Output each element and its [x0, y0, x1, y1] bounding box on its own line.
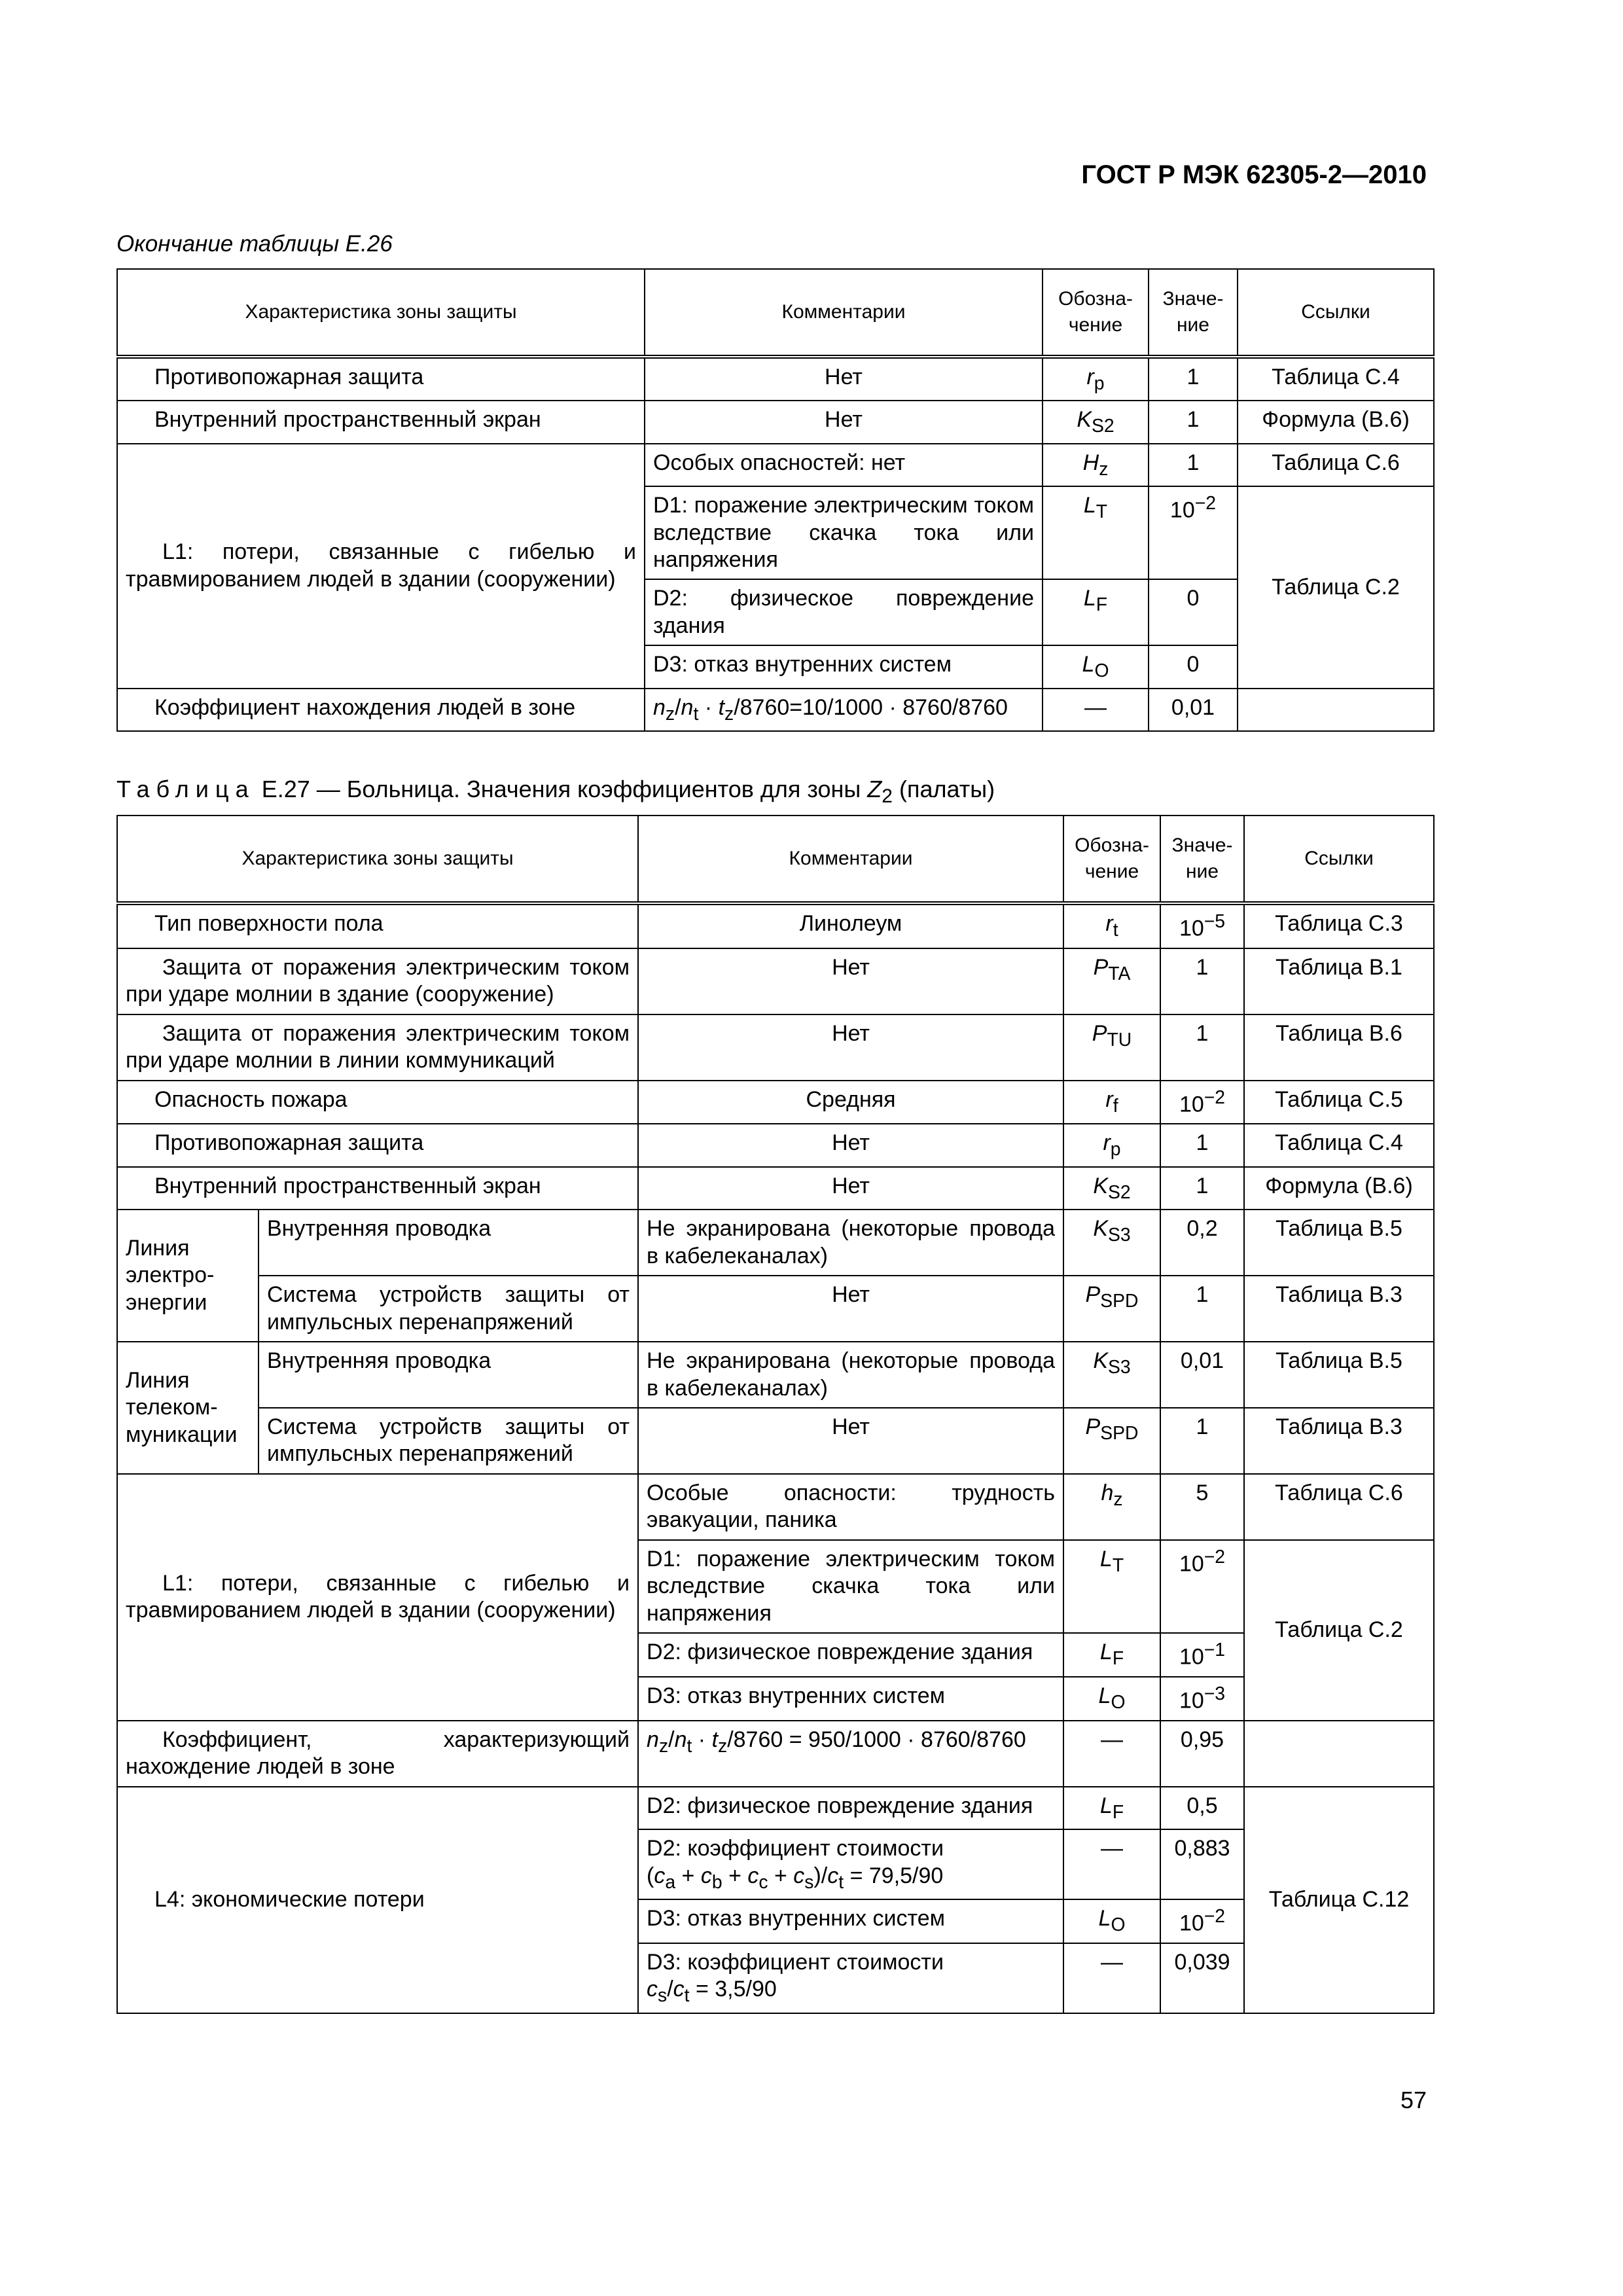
value-cell: $10^{-1}$ — [1160, 1633, 1244, 1677]
comment-cell: Особые опасности: трудность эвакуации, паника — [638, 1474, 1063, 1540]
comment-cell: D3: отказ внутренних систем — [638, 1899, 1063, 1943]
value-cell: 1 — [1160, 1276, 1244, 1342]
reference-cell: Таблица В.1 — [1244, 948, 1434, 1014]
comment-cell: D1: поражение электрическим током вследствие скачка тока или напряжения — [638, 1540, 1063, 1633]
table-row — [117, 1014, 1434, 1081]
symbol-cell: $P_{SPD}$ — [1063, 1408, 1160, 1474]
table-row — [117, 1408, 1434, 1474]
comment-cell: Нет — [638, 1014, 1063, 1081]
comment-cell: D2: физическое повреждение здания — [645, 579, 1043, 645]
value-cell: $10^{-2}$ — [1160, 1081, 1244, 1124]
reference-cell: Таблица В.5 — [1244, 1210, 1434, 1276]
value-cell: 1 — [1160, 948, 1244, 1014]
table-row — [117, 1124, 1434, 1166]
value-cell: 0,01 — [1160, 1342, 1244, 1408]
symbol-cell: $H_z$ — [1043, 444, 1149, 486]
symbol-cell: $K_{S2}$ — [1043, 401, 1149, 443]
comment-cell: Нет — [638, 1167, 1063, 1210]
reference-cell: Таблица В.6 — [1244, 1014, 1434, 1081]
table-row — [117, 948, 1434, 1014]
value-cell: 1 — [1149, 357, 1238, 401]
reference-cell: Таблица В.3 — [1244, 1276, 1434, 1342]
value-cell: $10^{-2}$ — [1149, 486, 1238, 579]
table-header-row — [117, 816, 1434, 903]
value-cell: 0,039 — [1160, 1943, 1244, 2013]
value-cell: 0,01 — [1149, 689, 1238, 731]
table-caption: Таблица Е.27 — Больница. Значения коэффициентов для зоны $Z_2$ (палаты) — [116, 776, 995, 808]
characteristic-cell: Коэффициент, характеризующий нахождение людей в зоне — [117, 1721, 638, 1787]
table-e27 — [116, 815, 1435, 2014]
symbol-cell: $r_p$ — [1063, 1124, 1160, 1166]
comment-cell: Нет — [638, 1124, 1063, 1166]
table-row — [117, 401, 1434, 443]
value-cell: $10^{-2}$ — [1160, 1899, 1244, 1943]
comment-cell: D2: физическое повреждение здания — [638, 1787, 1063, 1829]
value-cell: 0,95 — [1160, 1721, 1244, 1787]
symbol-cell: $K_{S2}$ — [1063, 1167, 1160, 1210]
symbol-cell: $h_z$ — [1063, 1474, 1160, 1540]
comment-cell: Не экранирована (некоторые провода в кабелеканалах) — [638, 1210, 1063, 1276]
comment-cell: D2: физическое повреждение здания — [638, 1633, 1063, 1677]
reference-cell: Таблица С.6 — [1244, 1474, 1434, 1540]
value-cell: 1 — [1149, 401, 1238, 443]
value-cell: 0 — [1149, 645, 1238, 688]
comment-cell: Нет — [638, 948, 1063, 1014]
characteristic-cell: Опасность пожара — [117, 1081, 638, 1124]
comment-cell: Нет — [645, 357, 1043, 401]
table-header-row — [117, 269, 1434, 357]
symbol-cell: $r_t$ — [1063, 903, 1160, 948]
table-row — [117, 903, 1434, 948]
table-row — [117, 1721, 1434, 1787]
header-value: Значе- ние — [1160, 816, 1244, 903]
symbol-cell: $L_F$ — [1063, 1633, 1160, 1677]
sub-characteristic-cell: Внутренняя проводка — [259, 1210, 638, 1276]
symbol-cell: — — [1063, 1829, 1160, 1899]
comment-cell: Линолеум — [638, 903, 1063, 948]
table-row — [117, 1474, 1434, 1540]
comment-cell: D2: коэффициент стоимости $(c_a + c_b + c_c + c_s)/c_t = 79,5/90$ — [638, 1829, 1063, 1899]
characteristic-cell: Противопожарная защита — [117, 1124, 638, 1166]
characteristic-cell: Тип поверхности пола — [117, 903, 638, 948]
formula-cell: $n_z/n_t \cdot t_z/8760 = 950/1000 \cdot 8760/8760$ — [638, 1721, 1063, 1787]
reference-cell: Таблица С.6 — [1238, 444, 1434, 486]
reference-cell — [1238, 689, 1434, 731]
header-symbol: Обозна- чение — [1043, 269, 1149, 357]
table-row — [117, 1167, 1434, 1210]
reference-cell: Таблица С.5 — [1244, 1081, 1434, 1124]
header-characteristic: Характеристика зоны защиты — [117, 816, 638, 903]
symbol-cell: $L_O$ — [1063, 1899, 1160, 1943]
sub-characteristic-cell: Внутренняя проводка — [259, 1342, 638, 1408]
value-cell: 5 — [1160, 1474, 1244, 1540]
table-row — [117, 1276, 1434, 1342]
telecom-line-label: Линия телеком-муникации — [117, 1342, 259, 1474]
header-comments: Комментарии — [638, 816, 1063, 903]
value-cell: 1 — [1160, 1408, 1244, 1474]
comment-cell: D3: отказ внутренних систем — [645, 645, 1043, 688]
comment-cell: D1: поражение электрическим током вследствие скачка тока или напряжения — [645, 486, 1043, 579]
table-row — [117, 1210, 1434, 1276]
reference-cell: Таблица В.5 — [1244, 1342, 1434, 1408]
reference-cell: Таблица С.12 — [1244, 1787, 1434, 2013]
comment-cell: Нет — [645, 401, 1043, 443]
symbol-cell: $K_{S3}$ — [1063, 1210, 1160, 1276]
reference-cell: Формула (В.6) — [1244, 1167, 1434, 1210]
reference-cell: Таблица В.3 — [1244, 1408, 1434, 1474]
value-cell: 0,2 — [1160, 1210, 1244, 1276]
symbol-cell: $L_O$ — [1063, 1677, 1160, 1721]
header-comments: Комментарии — [645, 269, 1043, 357]
table-row — [117, 1081, 1434, 1124]
power-line-label: Линия электро-энергии — [117, 1210, 259, 1342]
symbol-cell: — — [1063, 1943, 1160, 2013]
reference-cell: Таблица С.2 — [1244, 1540, 1434, 1721]
comment-cell: D3: отказ внутренних систем — [638, 1677, 1063, 1721]
value-cell: 1 — [1149, 444, 1238, 486]
reference-cell: Формула (В.6) — [1238, 401, 1434, 443]
reference-cell: Таблица С.3 — [1244, 903, 1434, 948]
table-row — [117, 1787, 1434, 1829]
document-code: ГОСТ Р МЭК 62305-2—2010 — [1081, 160, 1427, 189]
symbol-cell: — — [1063, 1721, 1160, 1787]
value-cell: 1 — [1160, 1014, 1244, 1081]
comment-cell: D3: коэффициент стоимости $c_s/c_t = 3,5/90$ — [638, 1943, 1063, 2013]
value-cell: 0,883 — [1160, 1829, 1244, 1899]
value-cell: 1 — [1160, 1124, 1244, 1166]
characteristic-cell: Защита от поражения электрическим током при ударе молнии в линии коммуникаций — [117, 1014, 638, 1081]
symbol-cell: $P_{SPD}$ — [1063, 1276, 1160, 1342]
comment-cell: Особых опасностей: нет — [645, 444, 1043, 486]
table-row — [117, 357, 1434, 401]
sub-characteristic-cell: Система устройств защиты от импульсных перенапряжений — [259, 1276, 638, 1342]
symbol-cell: $L_T$ — [1063, 1540, 1160, 1633]
characteristic-cell: Противопожарная защита — [117, 357, 645, 401]
characteristic-cell: Защита от поражения электрическим током при ударе молнии в здание (сооружение) — [117, 948, 638, 1014]
symbol-cell: $P_{TA}$ — [1063, 948, 1160, 1014]
reference-cell: Таблица С.4 — [1244, 1124, 1434, 1166]
characteristic-cell: Коэффициент нахождения людей в зоне — [117, 689, 645, 731]
comment-cell: Нет — [638, 1276, 1063, 1342]
symbol-cell: $K_{S3}$ — [1063, 1342, 1160, 1408]
table-row — [117, 689, 1434, 731]
symbol-cell: $L_F$ — [1043, 579, 1149, 645]
symbol-cell: $L_O$ — [1043, 645, 1149, 688]
page-number: 57 — [1400, 2087, 1427, 2113]
value-cell: $10^{-2}$ — [1160, 1540, 1244, 1633]
characteristic-cell: L1: потери, связанные с гибелью и травмированием людей в здании (сооружении) — [117, 444, 645, 689]
value-cell: $10^{-3}$ — [1160, 1677, 1244, 1721]
sub-characteristic-cell: Система устройств защиты от импульсных перенапряжений — [259, 1408, 638, 1474]
table-continuation-caption: Окончание таблицы Е.26 — [116, 231, 393, 257]
header-characteristic: Характеристика зоны защиты — [117, 269, 645, 357]
symbol-cell: $r_p$ — [1043, 357, 1149, 401]
characteristic-cell: L1: потери, связанные с гибелью и травмированием людей в здании (сооружении) — [117, 1474, 638, 1721]
comment-cell: Не экранирована (некоторые провода в кабелеканалах) — [638, 1342, 1063, 1408]
table-row — [117, 444, 1434, 486]
reference-cell: Таблица С.2 — [1238, 486, 1434, 689]
header-references: Ссылки — [1244, 816, 1434, 903]
comment-cell: Нет — [638, 1408, 1063, 1474]
characteristic-cell: Внутренний пространственный экран — [117, 1167, 638, 1210]
characteristic-cell: L4: экономические потери — [117, 1787, 638, 2013]
reference-cell: Таблица С.4 — [1238, 357, 1434, 401]
value-cell: 0 — [1149, 579, 1238, 645]
symbol-cell: — — [1043, 689, 1149, 731]
symbol-cell: $L_F$ — [1063, 1787, 1160, 1829]
header-symbol: Обозна- чение — [1063, 816, 1160, 903]
header-references: Ссылки — [1238, 269, 1434, 357]
table-e26 — [116, 268, 1435, 732]
value-cell: $10^{-5}$ — [1160, 903, 1244, 948]
header-value: Значе- ние — [1149, 269, 1238, 357]
symbol-cell: $P_{TU}$ — [1063, 1014, 1160, 1081]
formula-cell: $n_z/n_t \cdot t_z/8760=10/1000 \cdot 8760/8760$ — [645, 689, 1043, 731]
value-cell: 0,5 — [1160, 1787, 1244, 1829]
symbol-cell: $r_f$ — [1063, 1081, 1160, 1124]
symbol-cell: $L_T$ — [1043, 486, 1149, 579]
value-cell: 1 — [1160, 1167, 1244, 1210]
reference-cell — [1244, 1721, 1434, 1787]
comment-cell: Средняя — [638, 1081, 1063, 1124]
table-row — [117, 1342, 1434, 1408]
characteristic-cell: Внутренний пространственный экран — [117, 401, 645, 443]
